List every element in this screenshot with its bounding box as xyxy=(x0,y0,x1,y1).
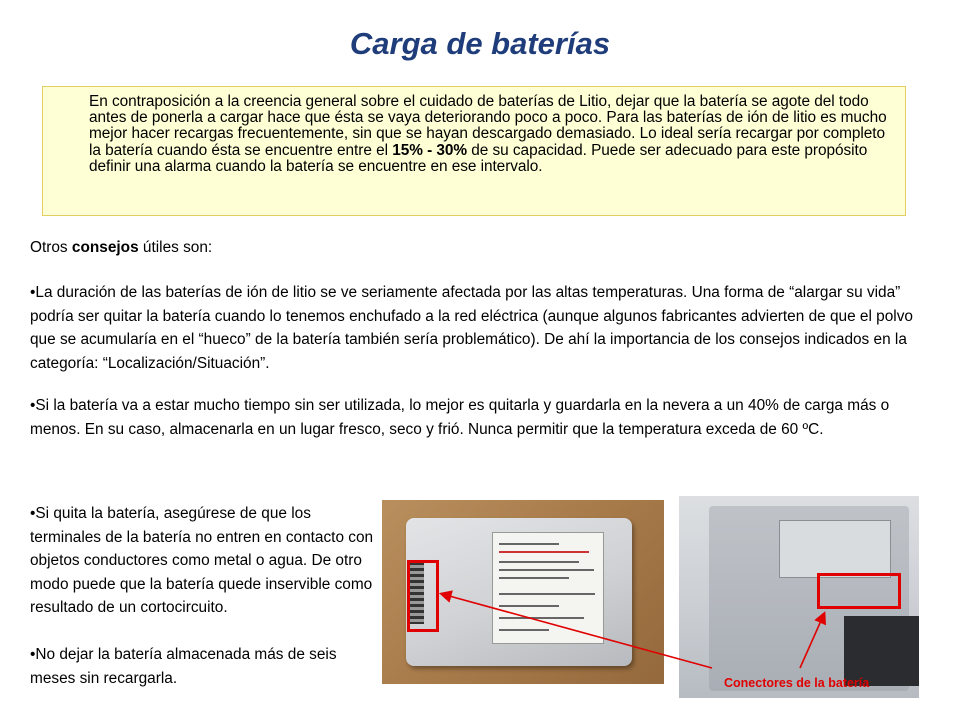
intro-paragraph xyxy=(89,94,895,175)
bullet-text: •La duración de las baterías de ión de litio se ve seriamente afectada por las altas temperaturas. Una forma de “alargar su vida” podría ser quitar la batería cuando lo tenemos enchufado a la red eléctrica (aunque algunos fabricantes advierten de que el polvo que se acumularía en el “hueco” de la batería también sería problemático). De ahí la importancia de los consejos indicados en la categoría: “Localización/Situación”. xyxy=(30,284,913,372)
intro-box xyxy=(42,86,906,216)
consejos-bold: consejos xyxy=(71,239,139,256)
intro-percentage: 15% - 30% xyxy=(392,141,468,159)
consejos-prefix: Otros xyxy=(30,239,72,256)
left-column-bullets xyxy=(30,502,375,690)
battery-image xyxy=(406,518,632,666)
consejos-heading xyxy=(30,236,930,260)
battery-photo xyxy=(382,500,664,684)
photo-caption: Conectores de la batería xyxy=(724,676,870,690)
bullet-temperature xyxy=(30,281,930,375)
laptop-access-panel xyxy=(779,520,891,578)
consejos-suffix: útiles son: xyxy=(138,239,213,256)
laptop-connector-highlight xyxy=(817,573,901,609)
bullet-storage xyxy=(30,394,930,441)
intro-text-part1: En contraposición a la creencia general sobre el cuidado de baterías de Litio, dejar que la batería se agote del todo antes de ponerla a cargar hace que ésta se vaya deteriorando poco a poco. Para las baterías de ión de litio es mucho mejor hacer recargas frecuentemente, sin que se hayan descargado demasiado. Lo ideal sería recargar por completo la batería cuando ésta se encuentre entre el xyxy=(89,93,887,159)
laptop-photo xyxy=(679,496,919,698)
bullet-recharge: •No dejar la batería almacenada más de seis meses sin recargarla. xyxy=(30,646,337,687)
bullet-terminals: •Si quita la batería, asegúrese de que los terminales de la batería no entren en contacto con objetos conductores como metal o agua. De otro modo puede que la batería quede inservible como resultado de un cortocircuito. xyxy=(30,505,374,616)
page-title: Carga de baterías xyxy=(349,26,611,61)
intro-text-part2: de su capacidad. Puede ser adecuado para este propósito definir una alarma cuando la batería se encuentre en ese intervalo. xyxy=(89,141,868,175)
battery-connector-highlight xyxy=(407,560,439,632)
battery-label-sticker xyxy=(492,532,604,644)
bullet-text: •Si la batería va a estar mucho tiempo sin ser utilizada, lo mejor es quitarla y guardarla en la nevera a un 40% de carga más o menos. En su caso, almacenarla en un lugar fresco, seco y frió. Nunca permitir que la temperatura exceda de 60 ºC. xyxy=(30,397,890,438)
